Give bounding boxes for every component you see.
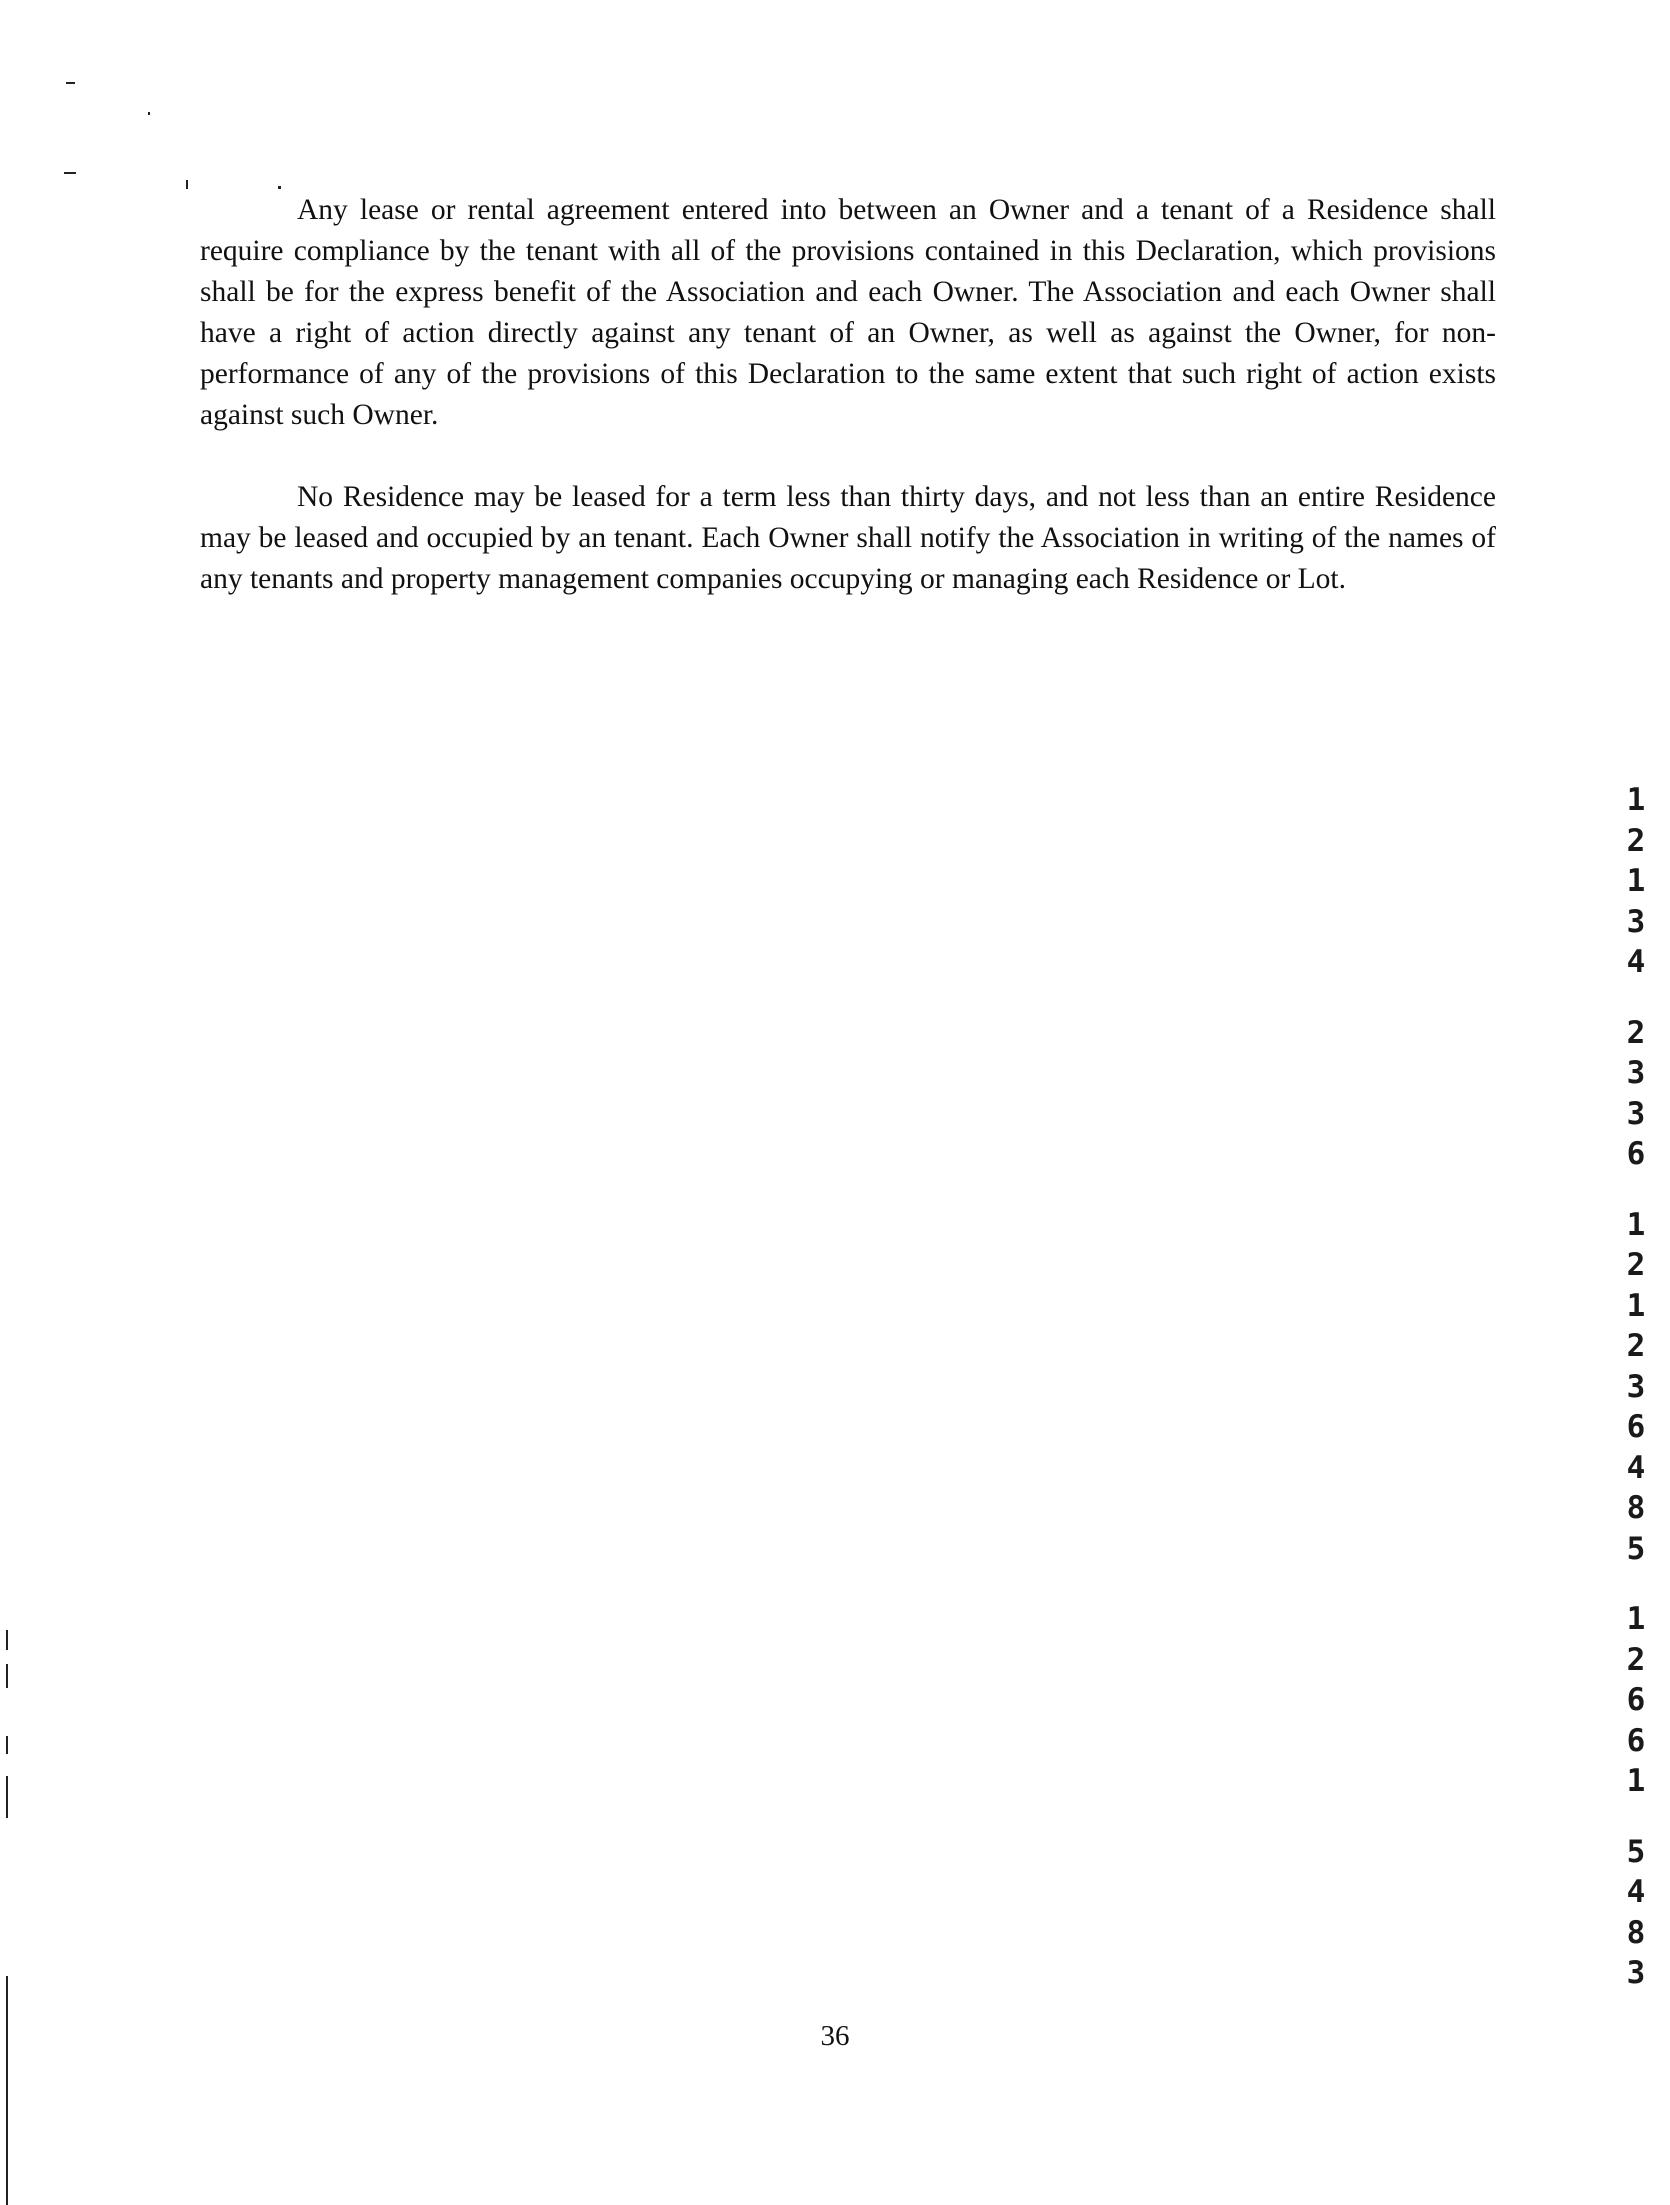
stamp-digit: 3 xyxy=(1626,1095,1646,1132)
stamp-group-2 xyxy=(1616,1013,1656,1175)
recording-stamp xyxy=(1616,780,1656,2024)
stamp-digit: 1 xyxy=(1626,1287,1646,1324)
stamp-digit: 2 xyxy=(1626,1014,1646,1051)
stamp-digit: 1 xyxy=(1626,1206,1646,1243)
scan-artifact xyxy=(6,1776,8,1818)
stamp-digit: 1 xyxy=(1626,863,1646,899)
stamp-digit: 6 xyxy=(1626,1682,1646,1718)
paragraph-lease-term: No Residence may be leased for a term less than thirty days, and not less than an entire Residence may be leased and occupied by an tenant. Each Owner shall notify the Association in writing of the names of any tenants and property management companies occupying or managing each Residence or Lot. xyxy=(200,481,1496,595)
stamp-digit: 1 xyxy=(1626,1601,1646,1637)
stamp-digit: 6 xyxy=(1626,1722,1646,1759)
stamp-group-3 xyxy=(1616,1205,1656,1570)
stamp-group-5 xyxy=(1616,1832,1656,1994)
stamp-digit: 2 xyxy=(1626,1328,1646,1364)
paragraph-lease-compliance: Any lease or rental agreement entered into between an Owner and a tenant of a Residence shall require compliance by the tenant with all of the provisions contained in this Declaration, which provisions shall be for the express benefit of the Association and each Owner. The Association and each Owner shall have a right of action directly against any tenant of an Owner, as well as against the Owner, for non-performance of any of the provisions of this Declaration to the same extent that such right of action exists against such Owner. xyxy=(200,194,1496,431)
scan-artifact xyxy=(6,1736,8,1754)
stamp-digit: 1 xyxy=(1626,1763,1646,1799)
stamp-digit: 8 xyxy=(1626,1490,1646,1526)
stamp-digit: 4 xyxy=(1626,1874,1646,1910)
scan-artifact xyxy=(6,1976,8,2205)
scan-artifact xyxy=(64,172,76,174)
stamp-digit: 3 xyxy=(1626,1368,1646,1405)
scan-artifact xyxy=(6,1664,8,1688)
scan-artifact xyxy=(6,1630,8,1650)
stamp-digit: 3 xyxy=(1626,1055,1646,1091)
stamp-digit: 2 xyxy=(1626,1247,1646,1283)
stamp-digit: 6 xyxy=(1626,1409,1646,1445)
stamp-group-4 xyxy=(1616,1599,1656,1802)
stamp-digit: 2 xyxy=(1626,1641,1646,1678)
stamp-digit: 5 xyxy=(1626,1530,1646,1567)
stamp-digit: 2 xyxy=(1626,822,1646,859)
stamp-group-1 xyxy=(1616,780,1656,983)
scan-artifact xyxy=(66,82,75,84)
stamp-digit: 5 xyxy=(1626,1833,1646,1870)
scan-artifact xyxy=(148,112,150,115)
stamp-digit: 1 xyxy=(1626,782,1646,818)
scan-artifact xyxy=(278,186,281,189)
stamp-digit: 8 xyxy=(1626,1914,1646,1951)
stamp-digit: 6 xyxy=(1626,1136,1646,1172)
stamp-digit: 3 xyxy=(1626,1955,1646,1991)
stamp-digit: 4 xyxy=(1626,944,1646,980)
scan-artifact xyxy=(186,180,188,189)
stamp-digit: 4 xyxy=(1626,1449,1646,1486)
body-text xyxy=(200,190,1496,641)
page-number: 36 xyxy=(820,2020,850,2052)
stamp-digit: 3 xyxy=(1626,903,1646,940)
